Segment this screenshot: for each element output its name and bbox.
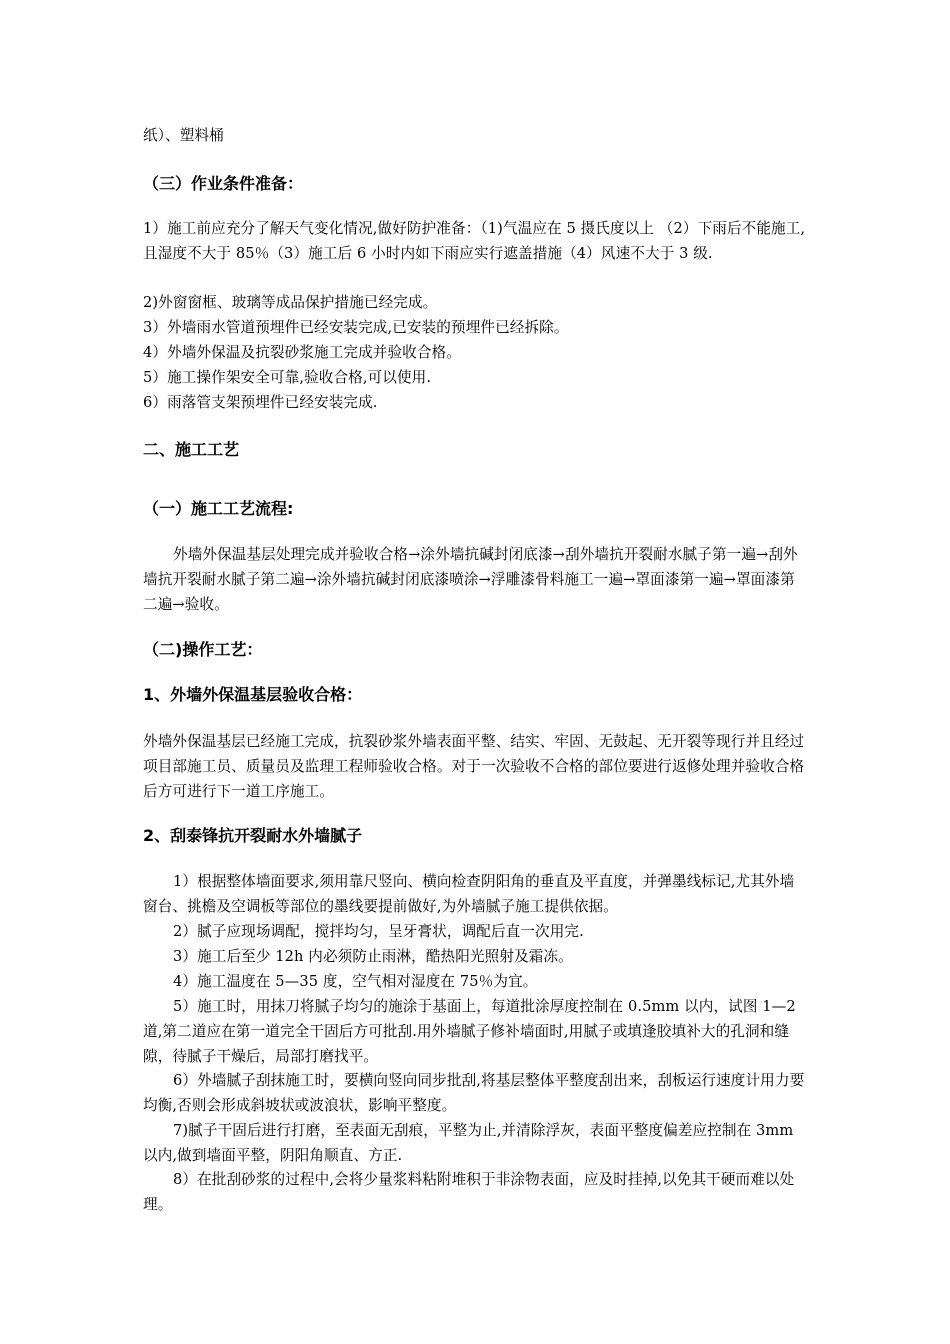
condition-item-2: 2)外窗窗框、玻璃等成品保护措施已经完成。 [143,294,438,311]
step-2: 2）腻子应现场调配，搅拌均匀，呈牙膏状，调配后直一次用完. [173,923,584,940]
condition-item-1: 1）施工前应充分了解天气变化情况,做好防护准备：（1)气温应在 5 摄氏度以上 （2）下雨后不能施工,且湿度不大于 85％（3）施工后 6 小时内如下雨应实行遮盖措施（4）风速不大于 3 级. [143,220,806,262]
step-4: 4）施工温度在 5—35 度，空气相对湿度在 75％为宜。 [173,973,538,990]
section-heading-operation: （二)操作工艺： [143,640,263,659]
step-7: 7)腻子干固后进行打磨，至表面无刮痕，平整为止,并清除浮灰，表面平整度偏差应控制在 3mm 以内,做到墙面平整，阴阳角顺直、方正. [143,1122,794,1164]
condition-item-4: 4）外墙外保温及抗裂砂浆施工完成并验收合格。 [143,344,461,361]
step-1: 1）根据整体墙面要求,须用靠尺竖向、横向检查阴阳角的垂直及平直度，并弹墨线标记,尤其外墙窗台、挑檐及空调板等部位的墨线要提前做好,为外墙腻子施工提供依据。 [143,873,795,915]
condition-item-3: 3）外墙雨水管道预埋件已经安装完成,已安装的预埋件已经拆除。 [143,319,569,336]
step-6: 6）外墙腻子刮抹施工时，要横向竖向同步批刮,将基层整体平整度刮出来，刮板运行速度计用力要均衡,否则会形成斜坡状或波浪状，影响平整度。 [143,1072,805,1114]
step-5: 5）施工时，用抹刀将腻子均匀的施涂于基面上，每道批涂厚度控制在 0.5mm 以内，试图 1—2 道,第二道应在第一道完全干固后方可批刮.用外墙腻子修补墙面时,用腻子或填逢胶填补大的孔洞和缝隙，待腻子干燥后，局部打磨找平。 [143,998,796,1065]
section-heading-flow: （一）施工工艺流程: [143,499,294,518]
condition-item-6: 6）雨落管支架预埋件已经安装完成. [143,394,378,411]
flow-paragraph: 外墙外保温基层处理完成并验收合格→涂外墙抗碱封闭底漆→刮外墙抗开裂耐水腻子第一遍→刮外墙抗开裂耐水腻子第二遍→涂外墙抗碱封闭底漆喷涂→浮雕漆骨料施工一遍→罩面漆第一遍→罩面漆第二遍→验收。 [143,546,798,613]
step-3: 3）施工后至少 12h 内必须防止雨淋，酷热阳光照射及霜冻。 [173,948,573,965]
section-heading-conditions: （三）作业条件准备： [143,174,304,193]
item-heading-1: 1、外墙外保温基层验收合格： [143,685,363,704]
step-8: 8）在批刮砂浆的过程中,会将少量浆料粘附堆积于非涂物表面，应及时挂掉,以免其干硬而难以处理。 [143,1171,795,1213]
condition-item-5: 5）施工操作架安全可靠,验收合格,可以使用. [143,369,432,386]
item-heading-2: 2、刮泰锋抗开裂耐水外墙腻子 [143,826,363,845]
item1-paragraph: 外墙外保温基层已经施工完成，抗裂砂浆外墙表面平整、结实、牢固、无鼓起、无开裂等现行并且经过项目部施工员、质量员及监理工程师验收合格。对于一次验收不合格的部位要进行返修处理并验收合格后方可进行下一道工序施工。 [143,733,805,800]
intro-line: 纸）、塑料桶 [143,127,224,144]
chapter-heading-process: 二、施工工艺 [143,440,240,459]
